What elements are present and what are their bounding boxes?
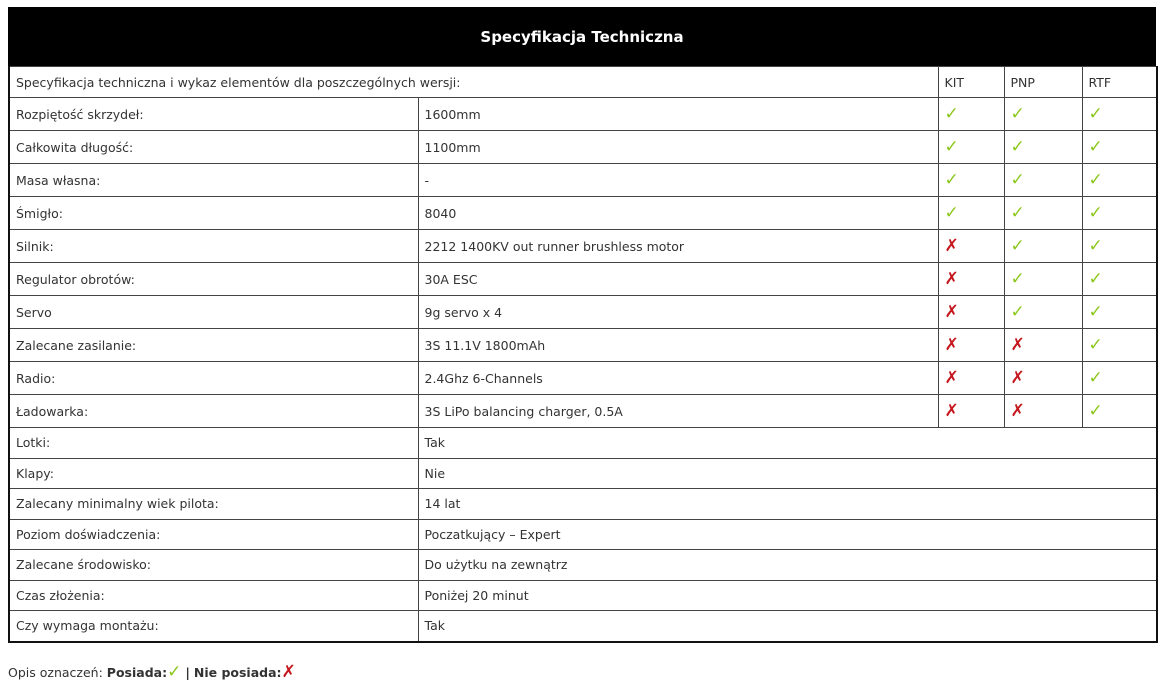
cross-icon: ✗ [1010, 400, 1025, 421]
row-label: Zalecane zasilanie: [9, 329, 418, 362]
legend-has-not-label: Nie posiada: [193, 665, 282, 680]
row-label: Servo [9, 296, 418, 329]
row-value: 1600mm [418, 98, 938, 131]
spec-table [8, 66, 1158, 643]
cell-rtf [1082, 197, 1157, 230]
cell-rtf [1082, 230, 1157, 263]
header-label: Specyfikacja techniczna i wykaz elementów dla poszczególnych wersji: [9, 67, 938, 98]
row-value: 3S 11.1V 1800mAh [418, 329, 938, 362]
legend-has-label: Posiada: [106, 665, 168, 680]
row-value: - [418, 164, 938, 197]
cell-kit [938, 230, 1004, 263]
cell-rtf [1082, 329, 1157, 362]
table-row [9, 362, 1157, 395]
cross-icon: ✗ [281, 662, 296, 682]
check-icon: ✓ [1088, 268, 1103, 289]
cell-rtf [1082, 263, 1157, 296]
cell-kit [938, 131, 1004, 164]
cell-rtf [1082, 296, 1157, 329]
cell-rtf [1082, 131, 1157, 164]
row-value: Poniżej 20 minut [418, 580, 1157, 611]
spec-container [8, 7, 1156, 643]
check-icon: ✓ [944, 169, 959, 190]
cell-rtf [1082, 362, 1157, 395]
row-value: 3S LiPo balancing charger, 0.5A [418, 395, 938, 428]
table-header-row [9, 67, 1157, 98]
row-value: Do użytku na zewnątrz [418, 550, 1157, 581]
row-label: Silnik: [9, 230, 418, 263]
legend [8, 664, 296, 681]
col-pnp: PNP [1004, 67, 1082, 98]
check-icon: ✓ [167, 662, 182, 682]
check-icon: ✓ [1010, 235, 1025, 256]
check-icon: ✓ [944, 202, 959, 223]
cell-rtf [1082, 395, 1157, 428]
cell-pnp [1004, 329, 1082, 362]
cell-kit [938, 296, 1004, 329]
legend-separator: | [185, 665, 190, 680]
cross-icon: ✗ [1010, 334, 1025, 355]
row-value: Poczatkujący – Expert [418, 519, 1157, 550]
row-label: Zalecane środowisko: [9, 550, 418, 581]
table-row [9, 458, 1157, 489]
cell-pnp [1004, 362, 1082, 395]
table-row [9, 296, 1157, 329]
cell-pnp [1004, 263, 1082, 296]
table-row [9, 611, 1157, 642]
table-row [9, 98, 1157, 131]
row-label: Śmigło: [9, 197, 418, 230]
cross-icon: ✗ [944, 301, 959, 322]
table-row [9, 329, 1157, 362]
cell-pnp [1004, 98, 1082, 131]
check-icon: ✓ [1088, 235, 1103, 256]
check-icon: ✓ [1010, 301, 1025, 322]
table-row [9, 519, 1157, 550]
row-label: Regulator obrotów: [9, 263, 418, 296]
check-icon: ✓ [1088, 202, 1103, 223]
check-icon: ✓ [1010, 103, 1025, 124]
row-value: 30A ESC [418, 263, 938, 296]
row-label: Ładowarka: [9, 395, 418, 428]
cell-kit [938, 98, 1004, 131]
row-value: Tak [418, 611, 1157, 642]
row-value: 2212 1400KV out runner brushless motor [418, 230, 938, 263]
cross-icon: ✗ [944, 235, 959, 256]
table-row [9, 550, 1157, 581]
cell-pnp [1004, 164, 1082, 197]
check-icon: ✓ [1088, 400, 1103, 421]
check-icon: ✓ [1088, 334, 1103, 355]
cell-pnp [1004, 296, 1082, 329]
spec-title: Specyfikacja Techniczna [8, 7, 1156, 66]
table-row [9, 428, 1157, 459]
cell-kit [938, 395, 1004, 428]
row-value: 2.4Ghz 6-Channels [418, 362, 938, 395]
row-value: 8040 [418, 197, 938, 230]
row-label: Lotki: [9, 428, 418, 459]
cell-rtf [1082, 98, 1157, 131]
cross-icon: ✗ [1010, 367, 1025, 388]
check-icon: ✓ [1088, 367, 1103, 388]
table-row [9, 164, 1157, 197]
check-icon: ✓ [1088, 103, 1103, 124]
row-label: Czas złożenia: [9, 580, 418, 611]
check-icon: ✓ [1088, 169, 1103, 190]
cross-icon: ✗ [944, 268, 959, 289]
row-label: Klapy: [9, 458, 418, 489]
cross-icon: ✗ [944, 334, 959, 355]
cell-pnp [1004, 197, 1082, 230]
row-label: Masa własna: [9, 164, 418, 197]
row-label: Czy wymaga montażu: [9, 611, 418, 642]
col-kit: KIT [938, 67, 1004, 98]
check-icon: ✓ [1088, 136, 1103, 157]
check-icon: ✓ [1010, 268, 1025, 289]
row-value: 9g servo x 4 [418, 296, 938, 329]
cell-pnp [1004, 230, 1082, 263]
row-label: Zalecany minimalny wiek pilota: [9, 489, 418, 520]
check-icon: ✓ [944, 136, 959, 157]
row-value: 14 lat [418, 489, 1157, 520]
row-value: 1100mm [418, 131, 938, 164]
check-icon: ✓ [944, 103, 959, 124]
cell-pnp [1004, 395, 1082, 428]
check-icon: ✓ [1010, 136, 1025, 157]
cell-kit [938, 164, 1004, 197]
table-row [9, 131, 1157, 164]
check-icon: ✓ [1010, 202, 1025, 223]
row-label: Radio: [9, 362, 418, 395]
row-value: Nie [418, 458, 1157, 489]
row-label: Rozpiętość skrzydeł: [9, 98, 418, 131]
cell-kit [938, 329, 1004, 362]
row-label: Poziom doświadczenia: [9, 519, 418, 550]
table-row [9, 580, 1157, 611]
table-row [9, 395, 1157, 428]
cross-icon: ✗ [944, 367, 959, 388]
cell-kit [938, 362, 1004, 395]
check-icon: ✓ [1010, 169, 1025, 190]
table-row [9, 197, 1157, 230]
row-label: Całkowita długość: [9, 131, 418, 164]
cell-rtf [1082, 164, 1157, 197]
cell-kit [938, 197, 1004, 230]
table-row [9, 230, 1157, 263]
cell-pnp [1004, 131, 1082, 164]
col-rtf: RTF [1082, 67, 1157, 98]
table-row [9, 489, 1157, 520]
cell-kit [938, 263, 1004, 296]
check-icon: ✓ [1088, 301, 1103, 322]
row-value: Tak [418, 428, 1157, 459]
cross-icon: ✗ [944, 400, 959, 421]
legend-prefix: Opis oznaczeń: [8, 665, 103, 680]
table-row [9, 263, 1157, 296]
